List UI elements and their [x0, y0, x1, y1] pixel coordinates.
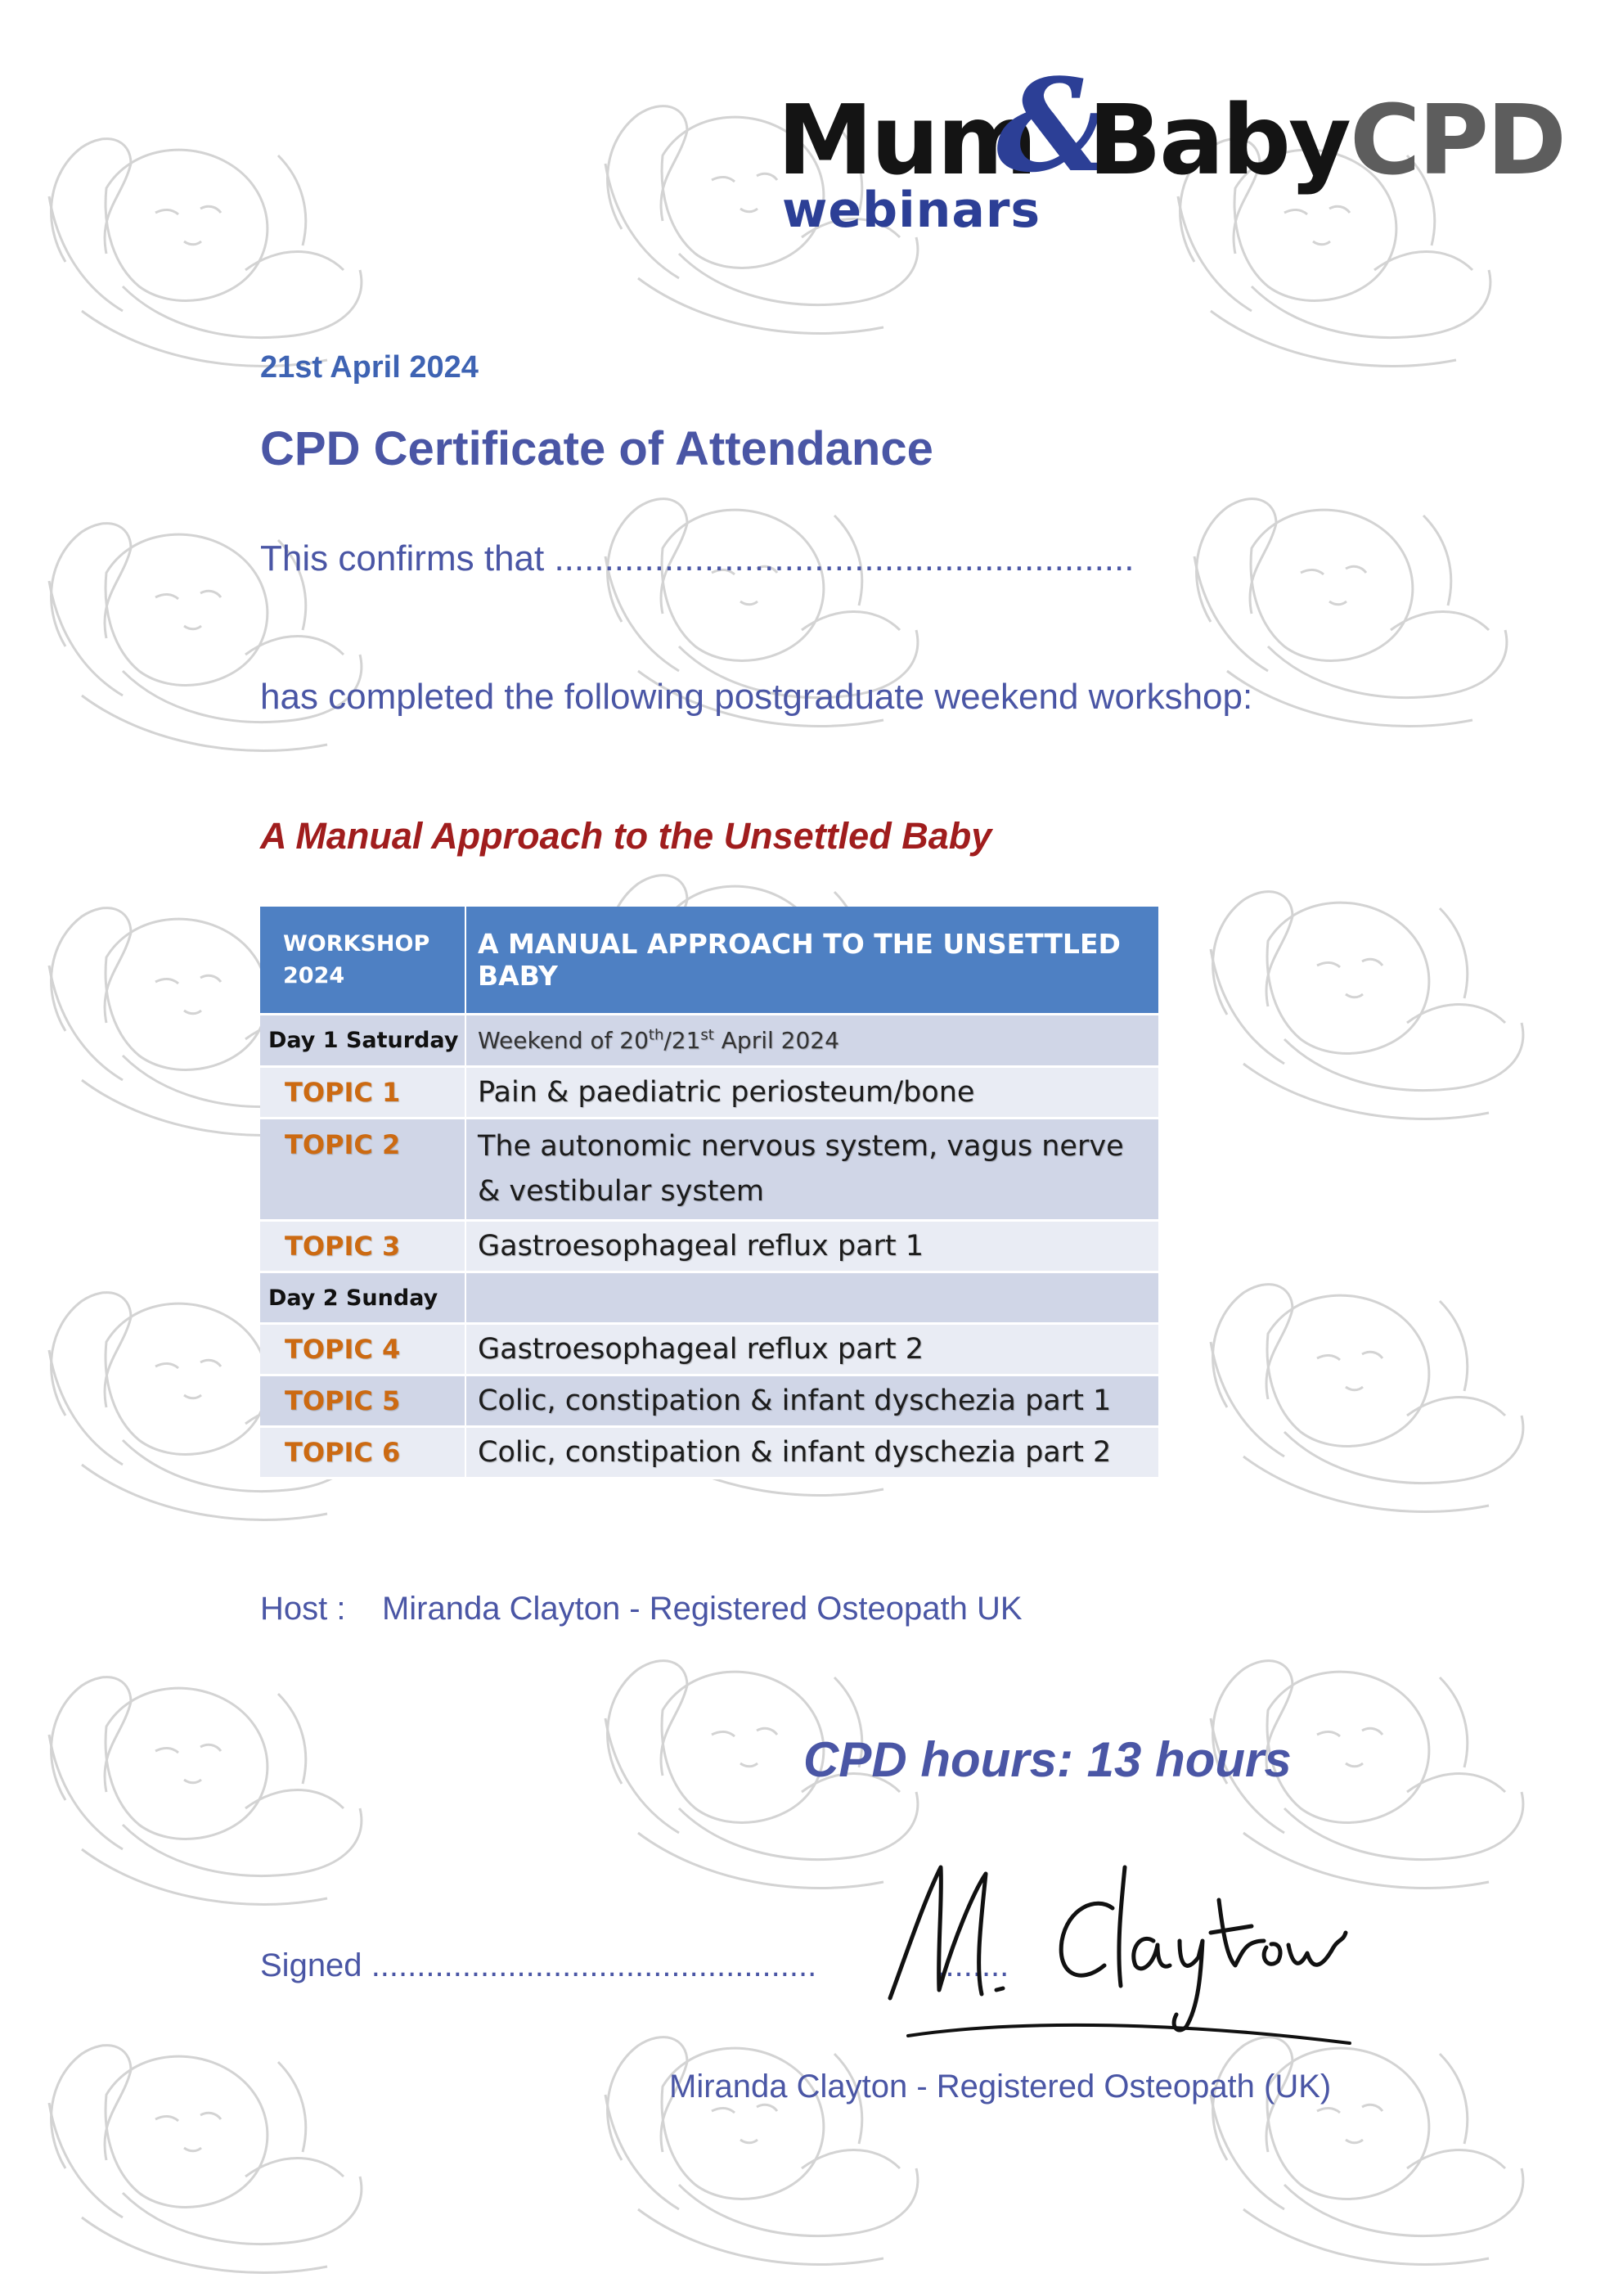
topic-label: TOPIC 3: [260, 1221, 465, 1272]
certificate-title: CPD Certificate of Attendance: [260, 422, 933, 475]
completed-statement: has completed the following postgraduate weekend workshop:: [260, 677, 1253, 717]
topic-text-line1: The autonomic nervous system, vagus nerve: [478, 1130, 1124, 1163]
certificate-date: 21st April 2024: [260, 350, 479, 385]
topic-label: TOPIC 6: [260, 1427, 465, 1479]
host-label: Host :: [260, 1591, 346, 1627]
weekend-prefix: Weekend of 20: [478, 1027, 649, 1054]
day2-label: Day 2 Sunday: [260, 1272, 465, 1324]
weekend-sup-st: st: [700, 1026, 714, 1044]
confirms-label: This confirms that: [260, 538, 545, 579]
topic-label: TOPIC 2: [260, 1119, 465, 1221]
logo-baby: Baby: [1088, 83, 1349, 196]
course-title: A Manual Approach to the Unsettled Baby: [260, 815, 992, 857]
table-header-row: [260, 907, 1159, 1015]
mum-and-baby-cpd-logo: [777, 51, 1565, 239]
topic-text: Pain & paediatric periosteum/bone: [465, 1067, 1159, 1119]
logo-webinars: webinars: [782, 182, 1041, 239]
table-row: [260, 1221, 1159, 1272]
day1-label: Day 1 Saturday: [260, 1015, 465, 1067]
weekend-sup-th: th: [648, 1026, 664, 1044]
empty-cell: [465, 1272, 1159, 1324]
logo-ampersand: &: [996, 51, 1109, 200]
header-course-title: A MANUAL APPROACH TO THE UNSETTLED BABY: [465, 907, 1159, 1015]
signature-dotted-line-tail: ........: [936, 1947, 1009, 1983]
cpd-hours: CPD hours: 13 hours: [803, 1732, 1292, 1787]
table-row: [260, 1324, 1159, 1375]
topic-text: [465, 1119, 1159, 1221]
topic-label: TOPIC 1: [260, 1067, 465, 1119]
weekend-mid: /21: [663, 1027, 701, 1054]
table-row: [260, 1119, 1159, 1221]
weekend-suffix: April 2024: [713, 1027, 839, 1054]
header-workshop-year: 2024: [283, 963, 345, 988]
topic-text: Gastroesophageal reflux part 1: [465, 1221, 1159, 1272]
logo-cpd: CPD: [1350, 83, 1565, 196]
workshop-table: [260, 907, 1160, 1479]
host-line: [260, 1591, 1023, 1627]
weekend-dates: [465, 1015, 1159, 1067]
handwritten-signature: [875, 1851, 1366, 2064]
topic-text-line2: & vestibular system: [478, 1175, 764, 1208]
header-workshop-cell: [260, 907, 465, 1015]
topic-text: Colic, constipation & infant dyschezia part 1: [465, 1375, 1159, 1427]
host-name: Miranda Clayton - Registered Osteopath UK: [381, 1591, 1023, 1627]
confirms-line: [260, 538, 1134, 579]
table-row: [260, 1375, 1159, 1427]
logo-mum: Mum: [777, 83, 1036, 196]
topic-text: Colic, constipation & infant dyschezia part 2: [465, 1427, 1159, 1479]
signature-dotted-line: .................................................: [371, 1947, 817, 1983]
table-row-day2: [260, 1272, 1159, 1324]
header-workshop-label: WORKSHOP: [283, 930, 430, 957]
topic-label: TOPIC 4: [260, 1324, 465, 1375]
table-row-day1: [260, 1015, 1159, 1067]
signed-label: Signed: [260, 1947, 362, 1983]
topic-text: Gastroesophageal reflux part 2: [465, 1324, 1159, 1375]
table-row: [260, 1067, 1159, 1119]
table-row: [260, 1427, 1159, 1479]
topic-label: TOPIC 5: [260, 1375, 465, 1427]
name-dotted-line: ..........................................................: [554, 538, 1135, 579]
signer-name: Miranda Clayton - Registered Osteopath (UK): [669, 2069, 1332, 2105]
